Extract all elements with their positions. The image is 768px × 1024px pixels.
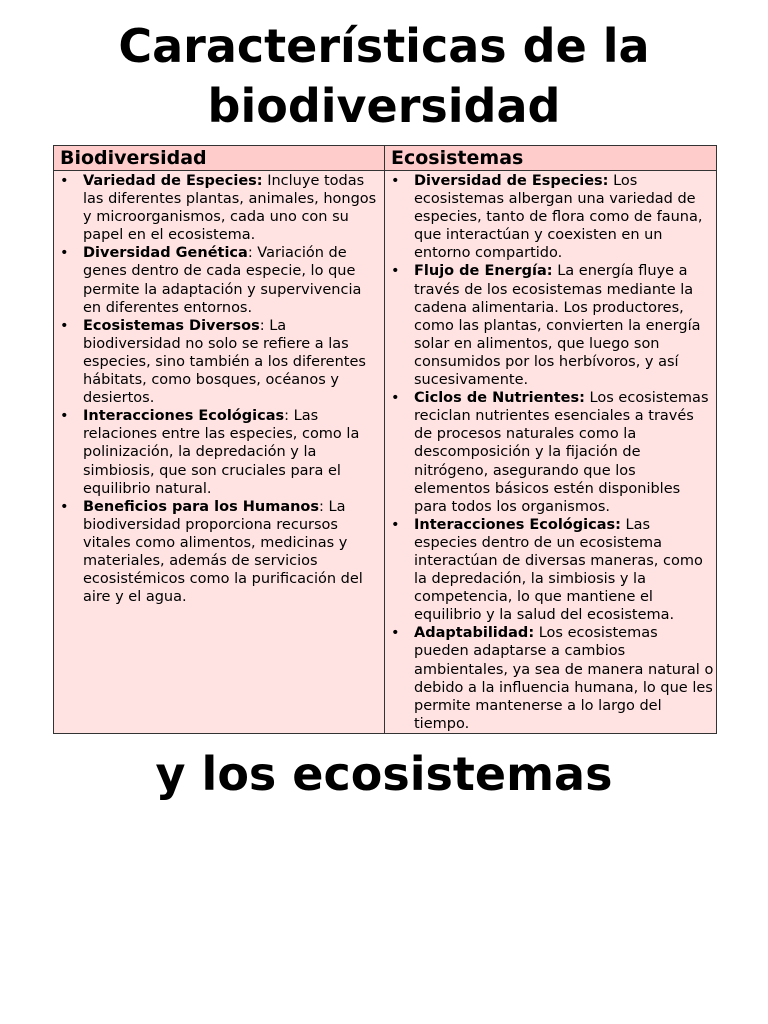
bullet-icon: • [391,173,400,189]
bullet-icon: • [60,317,69,334]
bullet-icon: • [60,173,69,189]
list-item [58,244,384,316]
bullet-icon: • [60,408,69,425]
item-term: Diversidad Genética [83,245,248,262]
page-subtitle: y los ecosistemas [155,747,613,801]
bullet-icon: • [391,516,400,533]
list-item [58,407,384,497]
biodiversidad-cell [54,171,385,734]
item-text: : La biodiversidad proporciona recursos vitales como alimentos, medicinas y materiales, además de servicios ecosistémicos como la purificación del aire y el agua. [83,498,363,606]
bullet-icon: • [391,263,400,280]
ecosistemas-list [389,172,716,733]
ecosistemas-cell [385,171,717,734]
item-term: Diversidad de Especies: [414,173,609,189]
item-term: Adaptabilidad: [414,625,535,642]
item-text: : Las relaciones entre las especies, como la polinización, la depredación y la simbiosis, que son cruciales para el equilibrio natural. [83,408,360,497]
item-text: : La biodiversidad no solo se refiere a las especies, sino también a los diferentes hábitats, como bosques, océanos y desiertos. [83,317,366,407]
list-item [389,262,716,389]
item-term: Beneficios para los Humanos [83,498,320,515]
biodiversidad-list [58,172,384,606]
bullet-icon: • [391,625,400,642]
page-title: Características de la biodiversidad [118,19,650,133]
list-item [58,498,384,607]
item-text: Los ecosistemas albergan una variedad de especies, tanto de flora como de fauna, que interactúan y coexisten en un entorno compartido. [414,173,703,262]
list-item [389,624,716,733]
bullet-icon: • [60,498,69,515]
list-item [58,317,384,407]
item-term: Variedad de Especies: [83,173,263,189]
comparison-table [53,145,717,734]
list-item [389,516,716,625]
bullet-icon: • [60,245,69,262]
column-header-biodiversidad: Biodiversidad [54,146,385,171]
item-term: Ciclos de Nutrientes: [414,390,585,407]
item-term: Interacciones Ecológicas: [414,516,621,533]
item-term: Flujo de Energía: [414,263,553,280]
table-row [54,171,717,734]
list-item [389,172,716,262]
bullet-icon: • [391,390,400,407]
item-text: Las especies dentro de un ecosistema interactúan de diversas maneras, como la depredación, la simbiosis y la competencia, lo que mantiene el equilibrio y la salud del ecosistema. [414,516,703,624]
table-header-row [54,146,717,171]
item-text: Los ecosistemas reciclan nutrientes esenciales a través de procesos naturales como la descomposición y la fijación de nitrógeno, asegurando que los elementos básicos estén disponibles para todos los organismos. [414,390,709,515]
item-text: Incluye todas las diferentes plantas, animales, hongos y microorganismos, cada uno con su papel en el ecosistema. [83,173,377,244]
list-item [389,389,716,516]
column-header-ecosistemas: Ecosistemas [385,146,717,171]
item-text: : Variación de genes dentro de cada especie, lo que permite la adaptación y supervivencia en diferentes entornos. [83,245,362,316]
item-term: Ecosistemas Diversos [83,317,260,334]
item-text: Los ecosistemas pueden adaptarse a cambios ambientales, ya sea de manera natural o debido a la influencia humana, lo que les permite mantenerse a lo largo del tiempo. [414,625,714,732]
list-item [58,172,384,244]
item-term: Interacciones Ecológicas [83,408,285,425]
item-text: La energía fluye a través de los ecosistemas mediante la cadena alimentaria. Los productores, como las plantas, convierten la energía solar en alimentos, que luego son consumidos por los herbívoros, y así sucesivamente. [414,263,701,389]
